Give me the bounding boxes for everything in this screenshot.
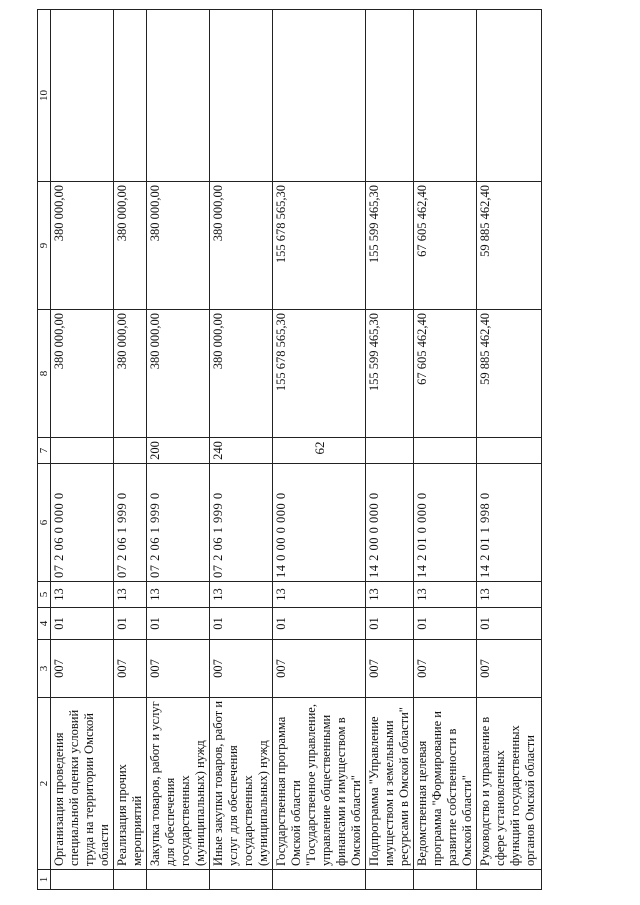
cell-name: Государственная программа Омской области "Государственное управление, управление общественными финансами и имуществом в Омской области" bbox=[273, 698, 366, 870]
page-number: 62 bbox=[312, 441, 327, 455]
cell-subsection: 13 bbox=[147, 582, 210, 608]
cell-index bbox=[210, 870, 273, 890]
cell-target-code: 14 2 01 0 000 0 bbox=[414, 464, 477, 582]
cell-ministry: 007 bbox=[414, 640, 477, 698]
table-row bbox=[273, 10, 366, 890]
cell-expense-type bbox=[51, 438, 114, 464]
cell-col10 bbox=[477, 10, 542, 182]
cell-name: Организация проведения специальной оценки условий труда на территории Омской области bbox=[51, 698, 114, 870]
cell-col10 bbox=[147, 10, 210, 182]
cell-subsection: 13 bbox=[51, 582, 114, 608]
rotated-table-container bbox=[37, 10, 557, 890]
cell-section: 01 bbox=[477, 608, 542, 640]
cell-amount: 155 678 565,30 bbox=[273, 310, 366, 438]
cell-expense-type bbox=[414, 438, 477, 464]
col-header-10: 10 bbox=[38, 10, 51, 182]
cell-target-code: 07 2 06 1 999 0 bbox=[210, 464, 273, 582]
table-row bbox=[414, 10, 477, 890]
cell-amount-2: 155 678 565,30 bbox=[273, 182, 366, 310]
cell-amount: 59 885 462,40 bbox=[477, 310, 542, 438]
cell-index bbox=[273, 870, 366, 890]
cell-ministry: 007 bbox=[147, 640, 210, 698]
cell-section: 01 bbox=[114, 608, 147, 640]
cell-amount: 380 000,00 bbox=[147, 310, 210, 438]
cell-col10 bbox=[210, 10, 273, 182]
cell-amount-2: 380 000,00 bbox=[147, 182, 210, 310]
cell-section: 01 bbox=[414, 608, 477, 640]
cell-amount: 155 599 465,30 bbox=[366, 310, 414, 438]
cell-ministry: 007 bbox=[366, 640, 414, 698]
cell-col10 bbox=[414, 10, 477, 182]
cell-target-code: 07 2 06 0 000 0 bbox=[51, 464, 114, 582]
cell-ministry: 007 bbox=[477, 640, 542, 698]
cell-col10 bbox=[51, 10, 114, 182]
cell-amount-2: 59 885 462,40 bbox=[477, 182, 542, 310]
col-header-9: 9 bbox=[38, 182, 51, 310]
table-row bbox=[210, 10, 273, 890]
cell-index bbox=[114, 870, 147, 890]
table-row bbox=[51, 10, 114, 890]
cell-amount-2: 380 000,00 bbox=[51, 182, 114, 310]
cell-expense-type: 200 bbox=[147, 438, 210, 464]
cell-expense-type bbox=[273, 438, 366, 464]
cell-ministry: 007 bbox=[273, 640, 366, 698]
cell-ministry: 007 bbox=[114, 640, 147, 698]
col-header-2: 2 bbox=[38, 698, 51, 870]
cell-amount: 380 000,00 bbox=[210, 310, 273, 438]
cell-expense-type bbox=[114, 438, 147, 464]
cell-subsection: 13 bbox=[273, 582, 366, 608]
table-row bbox=[147, 10, 210, 890]
col-header-1: 1 bbox=[38, 870, 51, 890]
cell-index bbox=[147, 870, 210, 890]
cell-target-code: 07 2 06 1 999 0 bbox=[114, 464, 147, 582]
cell-target-code: 14 2 00 0 000 0 bbox=[366, 464, 414, 582]
cell-section: 01 bbox=[51, 608, 114, 640]
cell-name: Закупка товаров, работ и услуг для обеспечения государственных (муниципальных) нужд bbox=[147, 698, 210, 870]
cell-target-code: 07 2 06 1 999 0 bbox=[147, 464, 210, 582]
table-row bbox=[114, 10, 147, 890]
col-header-7: 7 bbox=[38, 438, 51, 464]
cell-amount-2: 380 000,00 bbox=[114, 182, 147, 310]
cell-amount: 380 000,00 bbox=[114, 310, 147, 438]
cell-col10 bbox=[273, 10, 366, 182]
header-row bbox=[38, 10, 51, 890]
col-header-4: 4 bbox=[38, 608, 51, 640]
budget-table bbox=[37, 9, 542, 890]
cell-target-code: 14 0 00 0 000 0 bbox=[273, 464, 366, 582]
table-row bbox=[477, 10, 542, 890]
cell-subsection: 13 bbox=[210, 582, 273, 608]
cell-subsection: 13 bbox=[114, 582, 147, 608]
cell-expense-type bbox=[366, 438, 414, 464]
cell-section: 01 bbox=[366, 608, 414, 640]
cell-col10 bbox=[366, 10, 414, 182]
col-header-5: 5 bbox=[38, 582, 51, 608]
cell-section: 01 bbox=[210, 608, 273, 640]
cell-ministry: 007 bbox=[51, 640, 114, 698]
cell-amount-2: 67 605 462,40 bbox=[414, 182, 477, 310]
cell-expense-type bbox=[477, 438, 542, 464]
cell-index bbox=[477, 870, 542, 890]
cell-name: Иные закупки товаров, работ и услуг для обеспечения государственных (муниципальных) нужд bbox=[210, 698, 273, 870]
cell-name: Ведомственная целевая программа "Формирование и развитие собственности в Омской области" bbox=[414, 698, 477, 870]
cell-name: Руководство и управление в сфере установленных функций государственных органов Омской области bbox=[477, 698, 542, 870]
cell-subsection: 13 bbox=[366, 582, 414, 608]
table-row bbox=[366, 10, 414, 890]
cell-section: 01 bbox=[273, 608, 366, 640]
cell-amount: 67 605 462,40 bbox=[414, 310, 477, 438]
cell-section: 01 bbox=[147, 608, 210, 640]
col-header-8: 8 bbox=[38, 310, 51, 438]
cell-expense-type: 240 bbox=[210, 438, 273, 464]
cell-amount-2: 155 599 465,30 bbox=[366, 182, 414, 310]
cell-index bbox=[366, 870, 414, 890]
cell-name: Реализация прочих мероприятий bbox=[114, 698, 147, 870]
cell-index bbox=[51, 870, 114, 890]
cell-amount: 380 000,00 bbox=[51, 310, 114, 438]
col-header-6: 6 bbox=[38, 464, 51, 582]
cell-subsection: 13 bbox=[414, 582, 477, 608]
col-header-3: 3 bbox=[38, 640, 51, 698]
cell-subsection: 13 bbox=[477, 582, 542, 608]
cell-name: Подпрограмма "Управление имуществом и земельными ресурсами в Омской области" bbox=[366, 698, 414, 870]
cell-index bbox=[414, 870, 477, 890]
cell-amount-2: 380 000,00 bbox=[210, 182, 273, 310]
cell-target-code: 14 2 01 1 998 0 bbox=[477, 464, 542, 582]
cell-col10 bbox=[114, 10, 147, 182]
cell-ministry: 007 bbox=[210, 640, 273, 698]
